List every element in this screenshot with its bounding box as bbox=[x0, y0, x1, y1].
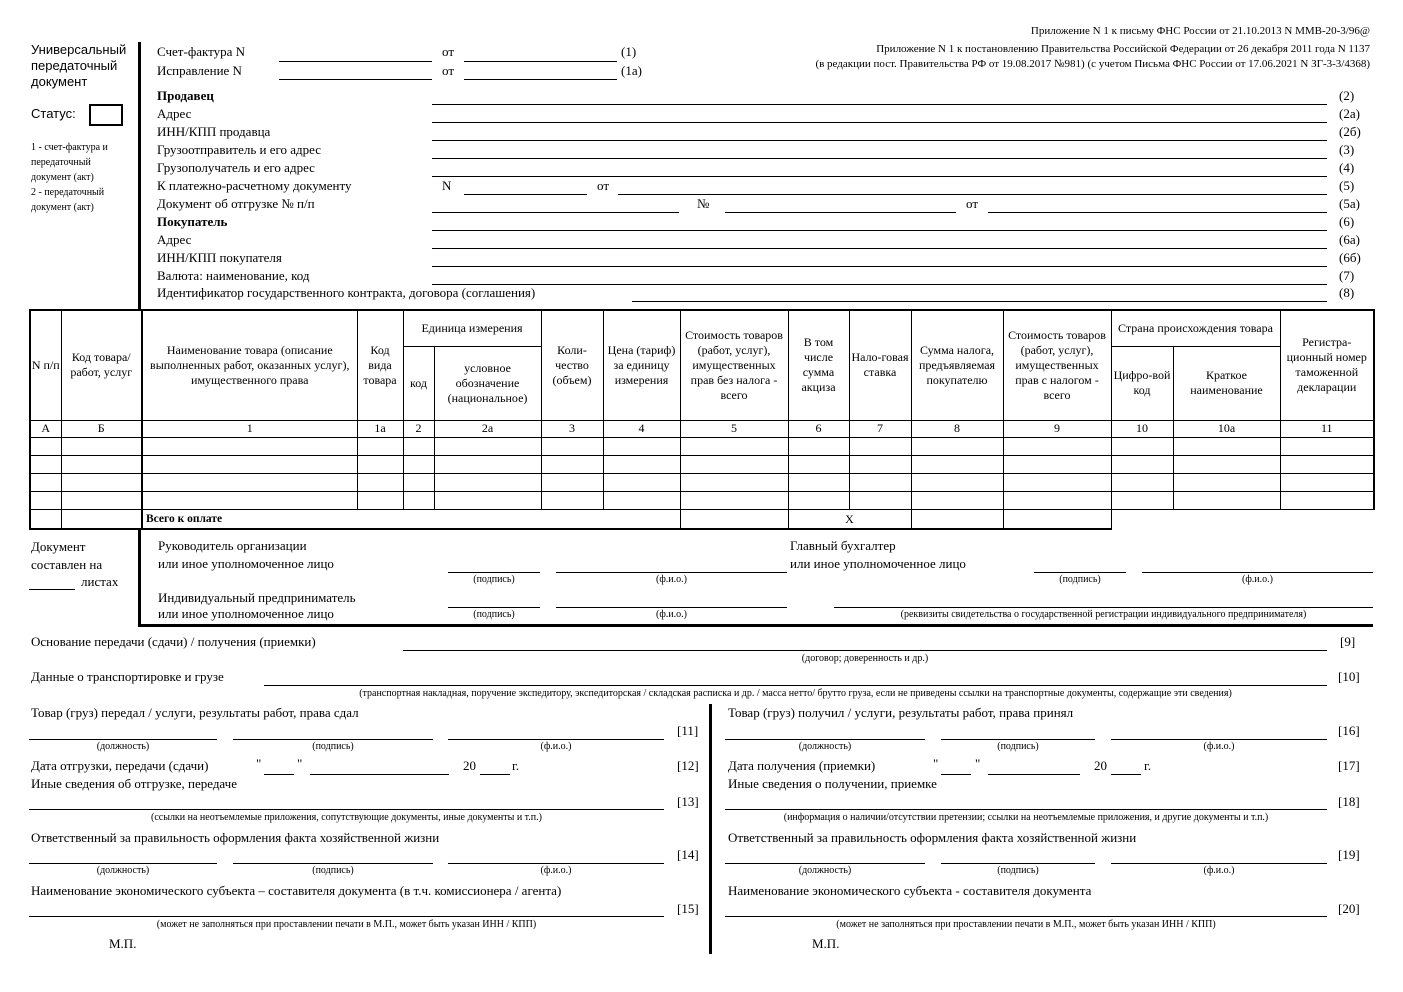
col-header-unit-name: условное обозначение (национальное) bbox=[434, 346, 541, 420]
resp-left-signature-field[interactable] bbox=[233, 863, 433, 864]
field-input-line[interactable] bbox=[432, 158, 1327, 159]
col-header-cost-with-tax: Стоимость товаров (работ, услуг), имущественных прав с налогом - всего bbox=[1003, 310, 1111, 420]
table-cell[interactable] bbox=[142, 473, 357, 491]
document-title: Универсальный передаточный документ bbox=[31, 42, 127, 89]
total-x-cell: X bbox=[788, 510, 911, 529]
resp-right-signature-caption: (подпись) bbox=[997, 865, 1039, 876]
got-signature-field[interactable] bbox=[941, 739, 1095, 740]
resp-right-fio-caption: (ф.и.о.) bbox=[1203, 865, 1235, 876]
col-header-rate: Нало-говая ставка bbox=[849, 310, 911, 420]
table-cell[interactable] bbox=[603, 492, 680, 510]
table-cell[interactable] bbox=[434, 492, 541, 510]
table-cell[interactable] bbox=[30, 455, 61, 473]
field-label: Грузоотправитель и его адрес bbox=[157, 142, 322, 157]
resp-left-fio-caption: (ф.и.о.) bbox=[540, 865, 572, 876]
correction-date-field[interactable] bbox=[464, 79, 617, 80]
ip-signature-caption: (подпись) bbox=[473, 609, 515, 620]
table-cell[interactable] bbox=[1280, 437, 1374, 455]
resp-right-position-field[interactable] bbox=[725, 863, 925, 864]
table-cell[interactable] bbox=[849, 492, 911, 510]
shipment-doc-date-field[interactable] bbox=[988, 212, 1327, 213]
resp-left-code: [14] bbox=[677, 847, 699, 862]
table-cell[interactable] bbox=[403, 492, 434, 510]
table-cell[interactable] bbox=[1173, 492, 1280, 510]
other-shipping-field[interactable] bbox=[29, 809, 664, 810]
table-cell[interactable] bbox=[680, 455, 788, 473]
sheets-count-label: Документ составлен на листах bbox=[31, 539, 119, 589]
table-cell[interactable] bbox=[30, 437, 61, 455]
other-receiving-field[interactable] bbox=[725, 809, 1327, 810]
got-signature-caption: (подпись) bbox=[997, 741, 1039, 752]
field-label: Адрес bbox=[157, 232, 192, 247]
table-cell[interactable] bbox=[61, 455, 142, 473]
accountant-fio-field[interactable] bbox=[1142, 572, 1373, 573]
col-header-name: Наименование товара (описание выполненных работ, оказанных услуг), имущественного права bbox=[142, 310, 357, 420]
resp-right-position-caption: (должность) bbox=[798, 865, 852, 876]
col-header-country-name: Краткое наименование bbox=[1173, 346, 1280, 420]
field-label: Валюта: наименование, код bbox=[157, 268, 310, 283]
head-signature-caption: (подпись) bbox=[473, 574, 515, 585]
transport-label: Данные о транспортировке и грузе bbox=[31, 669, 224, 684]
column-index-cell: 6 bbox=[788, 420, 849, 437]
field-code: (6б) bbox=[1339, 250, 1361, 265]
col-header-excise: В том числе сумма акциза bbox=[788, 310, 849, 420]
receive-year-prefix: 20 bbox=[1094, 758, 1107, 773]
invoice-code: (1) bbox=[621, 44, 637, 59]
field-code: (4) bbox=[1339, 160, 1355, 175]
attachment-note-2: Приложение N 1 к постановлению Правительства Российской Федерации от 26 декабря 2011 года N 1137 bbox=[876, 43, 1370, 55]
correction-label: Исправление N bbox=[157, 63, 242, 78]
field-code: (5а) bbox=[1339, 196, 1360, 211]
gave-label: Товар (груз) передал / услуги, результаты работ, права сдал bbox=[31, 705, 359, 720]
field-input-line[interactable] bbox=[432, 140, 1327, 141]
resp-left-label: Ответственный за правильность оформления факта хозяйственной жизни bbox=[31, 830, 440, 845]
column-index-cell: 9 bbox=[1003, 420, 1111, 437]
total-empty-a bbox=[30, 510, 61, 529]
table-cell[interactable] bbox=[1111, 455, 1173, 473]
table-cell[interactable] bbox=[849, 473, 911, 491]
column-index-cell: 2 bbox=[403, 420, 434, 437]
ship-year-prefix: 20 bbox=[463, 758, 476, 773]
column-index-cell: 8 bbox=[911, 420, 1003, 437]
table-cell[interactable] bbox=[1111, 492, 1173, 510]
shipment-doc-number-field[interactable] bbox=[725, 212, 956, 213]
ship-date-code: [12] bbox=[677, 758, 699, 773]
field-code: (6а) bbox=[1339, 232, 1360, 247]
column-index-cell: 5 bbox=[680, 420, 788, 437]
panel-divider bbox=[138, 42, 141, 310]
field-code: (6) bbox=[1339, 214, 1355, 229]
field-label: К платежно-расчетному документу bbox=[157, 178, 352, 193]
column-index-cell: Б bbox=[61, 420, 142, 437]
accountant-signatory-label: Главный бухгалтер или иное уполномоченное лицо bbox=[790, 538, 966, 571]
gave-signature-caption: (подпись) bbox=[312, 741, 354, 752]
transport-field[interactable] bbox=[264, 685, 1327, 686]
gave-position-caption: (должность) bbox=[96, 741, 150, 752]
resp-left-position-caption: (должность) bbox=[96, 865, 150, 876]
field-input-line[interactable] bbox=[432, 104, 1327, 105]
field-input-line[interactable] bbox=[432, 248, 1327, 249]
correction-number-field[interactable] bbox=[279, 79, 432, 80]
column-index-cell: 1 bbox=[142, 420, 357, 437]
table-cell[interactable] bbox=[911, 473, 1003, 491]
resp-right-label: Ответственный за правильность оформления факта хозяйственной жизни bbox=[728, 830, 1137, 845]
ip-signature-field[interactable] bbox=[448, 607, 540, 608]
ship-month-field[interactable] bbox=[310, 774, 449, 775]
field-label: Адрес bbox=[157, 106, 192, 121]
receive-date-quote-open: " bbox=[933, 756, 939, 771]
table-cell[interactable] bbox=[788, 473, 849, 491]
table-cell[interactable] bbox=[434, 437, 541, 455]
table-cell[interactable] bbox=[788, 437, 849, 455]
table-cell[interactable] bbox=[403, 473, 434, 491]
field-label: Идентификатор государственного контракта, договора (соглашения) bbox=[157, 285, 536, 300]
table-cell[interactable] bbox=[434, 473, 541, 491]
col-header-unit-code: код bbox=[403, 346, 434, 420]
ship-year-field[interactable] bbox=[480, 774, 510, 775]
field-label: Покупатель bbox=[157, 214, 228, 229]
payment-doc-from-label: от bbox=[597, 178, 610, 193]
table-row[interactable] bbox=[30, 455, 1374, 473]
ip-requisites-field[interactable] bbox=[834, 607, 1373, 608]
receive-date-label: Дата получения (приемки) bbox=[728, 758, 876, 773]
table-cell[interactable] bbox=[61, 437, 142, 455]
basis-label: Основание передачи (сдачи) / получения (приемки) bbox=[31, 634, 316, 649]
table-cell[interactable] bbox=[788, 492, 849, 510]
signature-divider bbox=[138, 529, 141, 625]
table-cell[interactable] bbox=[541, 437, 603, 455]
entity-left-caption: (может не заполняться при проставлении печати в М.П., может быть указан ИНН / КПП) bbox=[156, 919, 537, 930]
table-cell[interactable] bbox=[680, 437, 788, 455]
table-cell[interactable] bbox=[541, 492, 603, 510]
ip-fio-field[interactable] bbox=[556, 607, 787, 608]
receive-date-quote-close: " bbox=[975, 756, 981, 771]
table-row[interactable] bbox=[30, 473, 1374, 491]
total-row bbox=[30, 510, 1374, 529]
total-label: Всего к оплате bbox=[142, 510, 680, 529]
table-cell[interactable] bbox=[142, 455, 357, 473]
table-cell[interactable] bbox=[403, 455, 434, 473]
table-cell[interactable] bbox=[849, 455, 911, 473]
sheets-count-field[interactable] bbox=[29, 589, 75, 590]
table-cell[interactable] bbox=[61, 473, 142, 491]
head-signature-field[interactable] bbox=[448, 572, 540, 573]
status-label: Статус: bbox=[31, 106, 76, 121]
basis-caption: (договор; доверенность и др.) bbox=[801, 653, 929, 664]
col-header-qty: Коли-чество (объем) bbox=[541, 310, 603, 420]
section-separator bbox=[138, 624, 1373, 627]
entity-left-label: Наименование экономического субъекта – составителя документа (в т.ч. комиссионера / агента) bbox=[31, 883, 562, 898]
ip-requisites-caption: (реквизиты свидетельства о государственной регистрации индивидуального предпринимателя) bbox=[900, 609, 1307, 620]
payment-doc-n-label: N bbox=[442, 178, 452, 193]
table-cell[interactable] bbox=[1173, 473, 1280, 491]
other-shipping-caption: (ссылки на неотъемлемые приложения, сопутствующие документы, иные документы и т.п.) bbox=[151, 812, 542, 823]
attachment-note-1: Приложение N 1 к письму ФНС России от 21.10.2013 N ММВ-20-3/96@ bbox=[1030, 25, 1370, 37]
got-fio-field[interactable] bbox=[1111, 739, 1327, 740]
column-index-cell: 10а bbox=[1173, 420, 1280, 437]
bottom-divider bbox=[709, 704, 712, 954]
table-cell[interactable] bbox=[788, 455, 849, 473]
invoice-label: Счет-фактура N bbox=[157, 44, 246, 59]
field-label: Продавец bbox=[157, 88, 214, 103]
other-receiving-caption: (информация о наличии/отсутствии претензии; ссылки на неотъемлемые приложения, и другие документы и т.п.) bbox=[783, 812, 1269, 823]
field-label: Грузополучатель и его адрес bbox=[157, 160, 315, 175]
field-code: (2) bbox=[1339, 88, 1355, 103]
resp-left-fio-field[interactable] bbox=[448, 863, 664, 864]
got-position-caption: (должность) bbox=[798, 741, 852, 752]
col-header-country-code: Цифро-вой код bbox=[1111, 346, 1173, 420]
table-cell[interactable] bbox=[1173, 455, 1280, 473]
col-header-code: Код товара/ работ, услуг bbox=[61, 310, 142, 420]
table-cell[interactable] bbox=[434, 455, 541, 473]
col-header-kind: Код вида товара bbox=[357, 310, 403, 420]
got-position-field[interactable] bbox=[725, 739, 925, 740]
table-cell[interactable] bbox=[911, 455, 1003, 473]
correction-code: (1а) bbox=[621, 63, 642, 78]
status-input-box[interactable] bbox=[89, 104, 123, 126]
ship-year-suffix: г. bbox=[512, 758, 520, 773]
column-index-cell: 1а bbox=[357, 420, 403, 437]
total-cost-cell[interactable] bbox=[680, 510, 788, 529]
head-signatory-label: Руководитель организации или иное уполномоченное лицо bbox=[158, 538, 334, 571]
shipment-doc-index-field[interactable] bbox=[432, 212, 679, 213]
got-label: Товар (груз) получил / услуги, результаты работ, права принял bbox=[728, 705, 1074, 720]
ip-signatory-label: Индивидуальный предприниматель или иное уполномоченное лицо bbox=[158, 590, 356, 621]
column-index-cell: 4 bbox=[603, 420, 680, 437]
accountant-signature-field[interactable] bbox=[1034, 572, 1126, 573]
total-blank bbox=[1111, 510, 1374, 529]
table-cell[interactable] bbox=[603, 473, 680, 491]
attachment-note-3: (в редакции пост. Правительства РФ от 19.08.2017 №981) (с учетом Письма ФНС России от 17.06.2021 N ЗГ-3-3/4368) bbox=[815, 58, 1370, 70]
shipment-doc-no-label: № bbox=[697, 196, 710, 211]
table-cell[interactable] bbox=[1111, 437, 1173, 455]
receive-date-code: [17] bbox=[1338, 758, 1360, 773]
field-code: (2б) bbox=[1339, 124, 1361, 139]
other-shipping-code: [13] bbox=[677, 794, 699, 809]
invoice-from-label: от bbox=[442, 44, 455, 59]
accountant-fio-caption: (ф.и.о.) bbox=[1242, 574, 1273, 585]
other-receiving-code: [18] bbox=[1338, 794, 1360, 809]
stamp-right: М.П. bbox=[812, 936, 840, 951]
field-label: ИНН/КПП покупателя bbox=[157, 250, 282, 265]
field-label: ИНН/КПП продавца bbox=[157, 124, 271, 139]
table-cell[interactable] bbox=[357, 492, 403, 510]
table-cell[interactable] bbox=[357, 473, 403, 491]
table-cell[interactable] bbox=[849, 437, 911, 455]
table-cell[interactable] bbox=[142, 437, 357, 455]
table-cell[interactable] bbox=[1111, 473, 1173, 491]
table-cell[interactable] bbox=[1003, 455, 1111, 473]
other-shipping-label: Иные сведения об отгрузке, передаче bbox=[31, 776, 237, 791]
resp-right-code: [19] bbox=[1338, 847, 1360, 862]
table-cell[interactable] bbox=[541, 455, 603, 473]
got-fio-caption: (ф.и.о.) bbox=[1203, 741, 1235, 752]
table-row[interactable] bbox=[30, 492, 1374, 510]
head-fio-caption: (ф.и.о.) bbox=[656, 574, 687, 585]
field-label: Документ об отгрузке № п/п bbox=[157, 196, 315, 211]
correction-from-label: от bbox=[442, 63, 455, 78]
table-cell[interactable] bbox=[911, 437, 1003, 455]
transport-code: [10] bbox=[1338, 669, 1360, 684]
table-cell[interactable] bbox=[911, 492, 1003, 510]
stamp-left: М.П. bbox=[109, 936, 137, 951]
col-header-customs: Регистра-ционный номер таможенной декларации bbox=[1280, 310, 1374, 420]
column-index-cell: 11 bbox=[1280, 420, 1374, 437]
total-tax-cell[interactable] bbox=[911, 510, 1003, 529]
got-code: [16] bbox=[1338, 723, 1360, 738]
table-cell[interactable] bbox=[603, 455, 680, 473]
receive-day-field[interactable] bbox=[941, 774, 971, 775]
entity-left-code: [15] bbox=[677, 901, 699, 916]
table-cell[interactable] bbox=[357, 437, 403, 455]
column-index-cell: 7 bbox=[849, 420, 911, 437]
column-index-cell: 3 bbox=[541, 420, 603, 437]
table-cell[interactable] bbox=[403, 437, 434, 455]
transport-caption: (транспортная накладная, поручение экспедитору, экспедиторская / складская расписка и др. / масса нетто/ брутто груза, если не приведены ссылки на транспортные документы, содержащие эти сведения) bbox=[359, 688, 1232, 699]
ip-fio-caption: (ф.и.о.) bbox=[656, 609, 687, 620]
gave-signature-field[interactable] bbox=[233, 739, 433, 740]
items-table bbox=[29, 309, 1375, 530]
basis-code: [9] bbox=[1340, 634, 1356, 649]
ship-date-quote-close: " bbox=[297, 756, 303, 771]
column-index-cell: 2а bbox=[434, 420, 541, 437]
table-cell[interactable] bbox=[1003, 473, 1111, 491]
gave-position-field[interactable] bbox=[29, 739, 217, 740]
payment-doc-number-field[interactable] bbox=[464, 194, 587, 195]
resp-right-signature-field[interactable] bbox=[941, 863, 1095, 864]
entity-right-code: [20] bbox=[1338, 901, 1360, 916]
field-input-line[interactable] bbox=[432, 266, 1327, 267]
invoice-number-field[interactable] bbox=[279, 61, 432, 62]
entity-right-field[interactable] bbox=[725, 916, 1327, 917]
table-cell[interactable] bbox=[680, 473, 788, 491]
column-index-row bbox=[30, 420, 1374, 437]
field-input-line[interactable] bbox=[432, 230, 1327, 231]
table-cell[interactable] bbox=[142, 492, 357, 510]
head-fio-field[interactable] bbox=[556, 572, 787, 573]
receive-year-suffix: г. bbox=[1144, 758, 1152, 773]
resp-left-signature-caption: (подпись) bbox=[312, 865, 354, 876]
column-index-cell: А bbox=[30, 420, 61, 437]
table-cell[interactable] bbox=[30, 492, 61, 510]
field-code: (5) bbox=[1339, 178, 1355, 193]
other-receiving-label: Иные сведения о получении, приемке bbox=[728, 776, 937, 791]
entity-right-label: Наименование экономического субъекта - составителя документа bbox=[728, 883, 1092, 898]
accountant-signature-caption: (подпись) bbox=[1059, 574, 1101, 585]
field-code: (8) bbox=[1339, 285, 1355, 300]
col-header-tax: Сумма налога, предъявляемая покупателю bbox=[911, 310, 1003, 420]
table-cell[interactable] bbox=[1280, 455, 1374, 473]
col-header-cost: Стоимость товаров (работ, услуг), имущественных прав без налога - всего bbox=[680, 310, 788, 420]
ship-date-quote-open: " bbox=[256, 756, 262, 771]
entity-right-caption: (может не заполняться при проставлении печати в М.П., может быть указан ИНН / КПП) bbox=[836, 919, 1216, 930]
resp-left-position-field[interactable] bbox=[29, 863, 217, 864]
ship-date-label: Дата отгрузки, передачи (сдачи) bbox=[31, 758, 209, 773]
invoice-date-field[interactable] bbox=[464, 61, 617, 62]
field-input-line[interactable] bbox=[632, 301, 1327, 302]
total-cost-with-tax-cell[interactable] bbox=[1003, 510, 1111, 529]
col-header-unit: Единица измерения bbox=[403, 310, 541, 346]
field-code: (7) bbox=[1339, 268, 1355, 283]
receive-month-field[interactable] bbox=[988, 774, 1080, 775]
table-row[interactable] bbox=[30, 437, 1374, 455]
table-cell[interactable] bbox=[61, 492, 142, 510]
resp-right-fio-field[interactable] bbox=[1111, 863, 1327, 864]
payment-doc-date-field[interactable] bbox=[618, 194, 1327, 195]
table-cell[interactable] bbox=[1280, 473, 1374, 491]
col-header-country: Страна происхождения товара bbox=[1111, 310, 1280, 346]
table-cell[interactable] bbox=[1003, 437, 1111, 455]
gave-fio-field[interactable] bbox=[448, 739, 664, 740]
table-cell[interactable] bbox=[680, 492, 788, 510]
table-cell[interactable] bbox=[1280, 492, 1374, 510]
ship-day-field[interactable] bbox=[264, 774, 294, 775]
field-code: (2а) bbox=[1339, 106, 1360, 121]
table-cell[interactable] bbox=[603, 437, 680, 455]
table-cell[interactable] bbox=[1003, 492, 1111, 510]
receive-year-field[interactable] bbox=[1111, 774, 1141, 775]
field-input-line[interactable] bbox=[432, 176, 1327, 177]
status-note: 1 - счет-фактура и передаточный документ (акт) 2 - передаточный документ (акт) bbox=[31, 142, 108, 213]
field-input-line[interactable] bbox=[432, 284, 1327, 285]
total-empty-b bbox=[61, 510, 142, 529]
field-code: (3) bbox=[1339, 142, 1355, 157]
gave-fio-caption: (ф.и.о.) bbox=[540, 741, 572, 752]
col-header-price: Цена (тариф) за единицу измерения bbox=[603, 310, 680, 420]
gave-code: [11] bbox=[677, 723, 699, 738]
basis-field[interactable] bbox=[403, 650, 1327, 651]
table-cell[interactable] bbox=[1173, 437, 1280, 455]
entity-left-field[interactable] bbox=[29, 916, 664, 917]
table-cell[interactable] bbox=[357, 455, 403, 473]
shipment-doc-from-label: от bbox=[966, 196, 979, 211]
field-input-line[interactable] bbox=[432, 122, 1327, 123]
column-index-cell: 10 bbox=[1111, 420, 1173, 437]
col-header-n: N п/п bbox=[30, 310, 61, 420]
table-cell[interactable] bbox=[541, 473, 603, 491]
table-cell[interactable] bbox=[30, 473, 61, 491]
